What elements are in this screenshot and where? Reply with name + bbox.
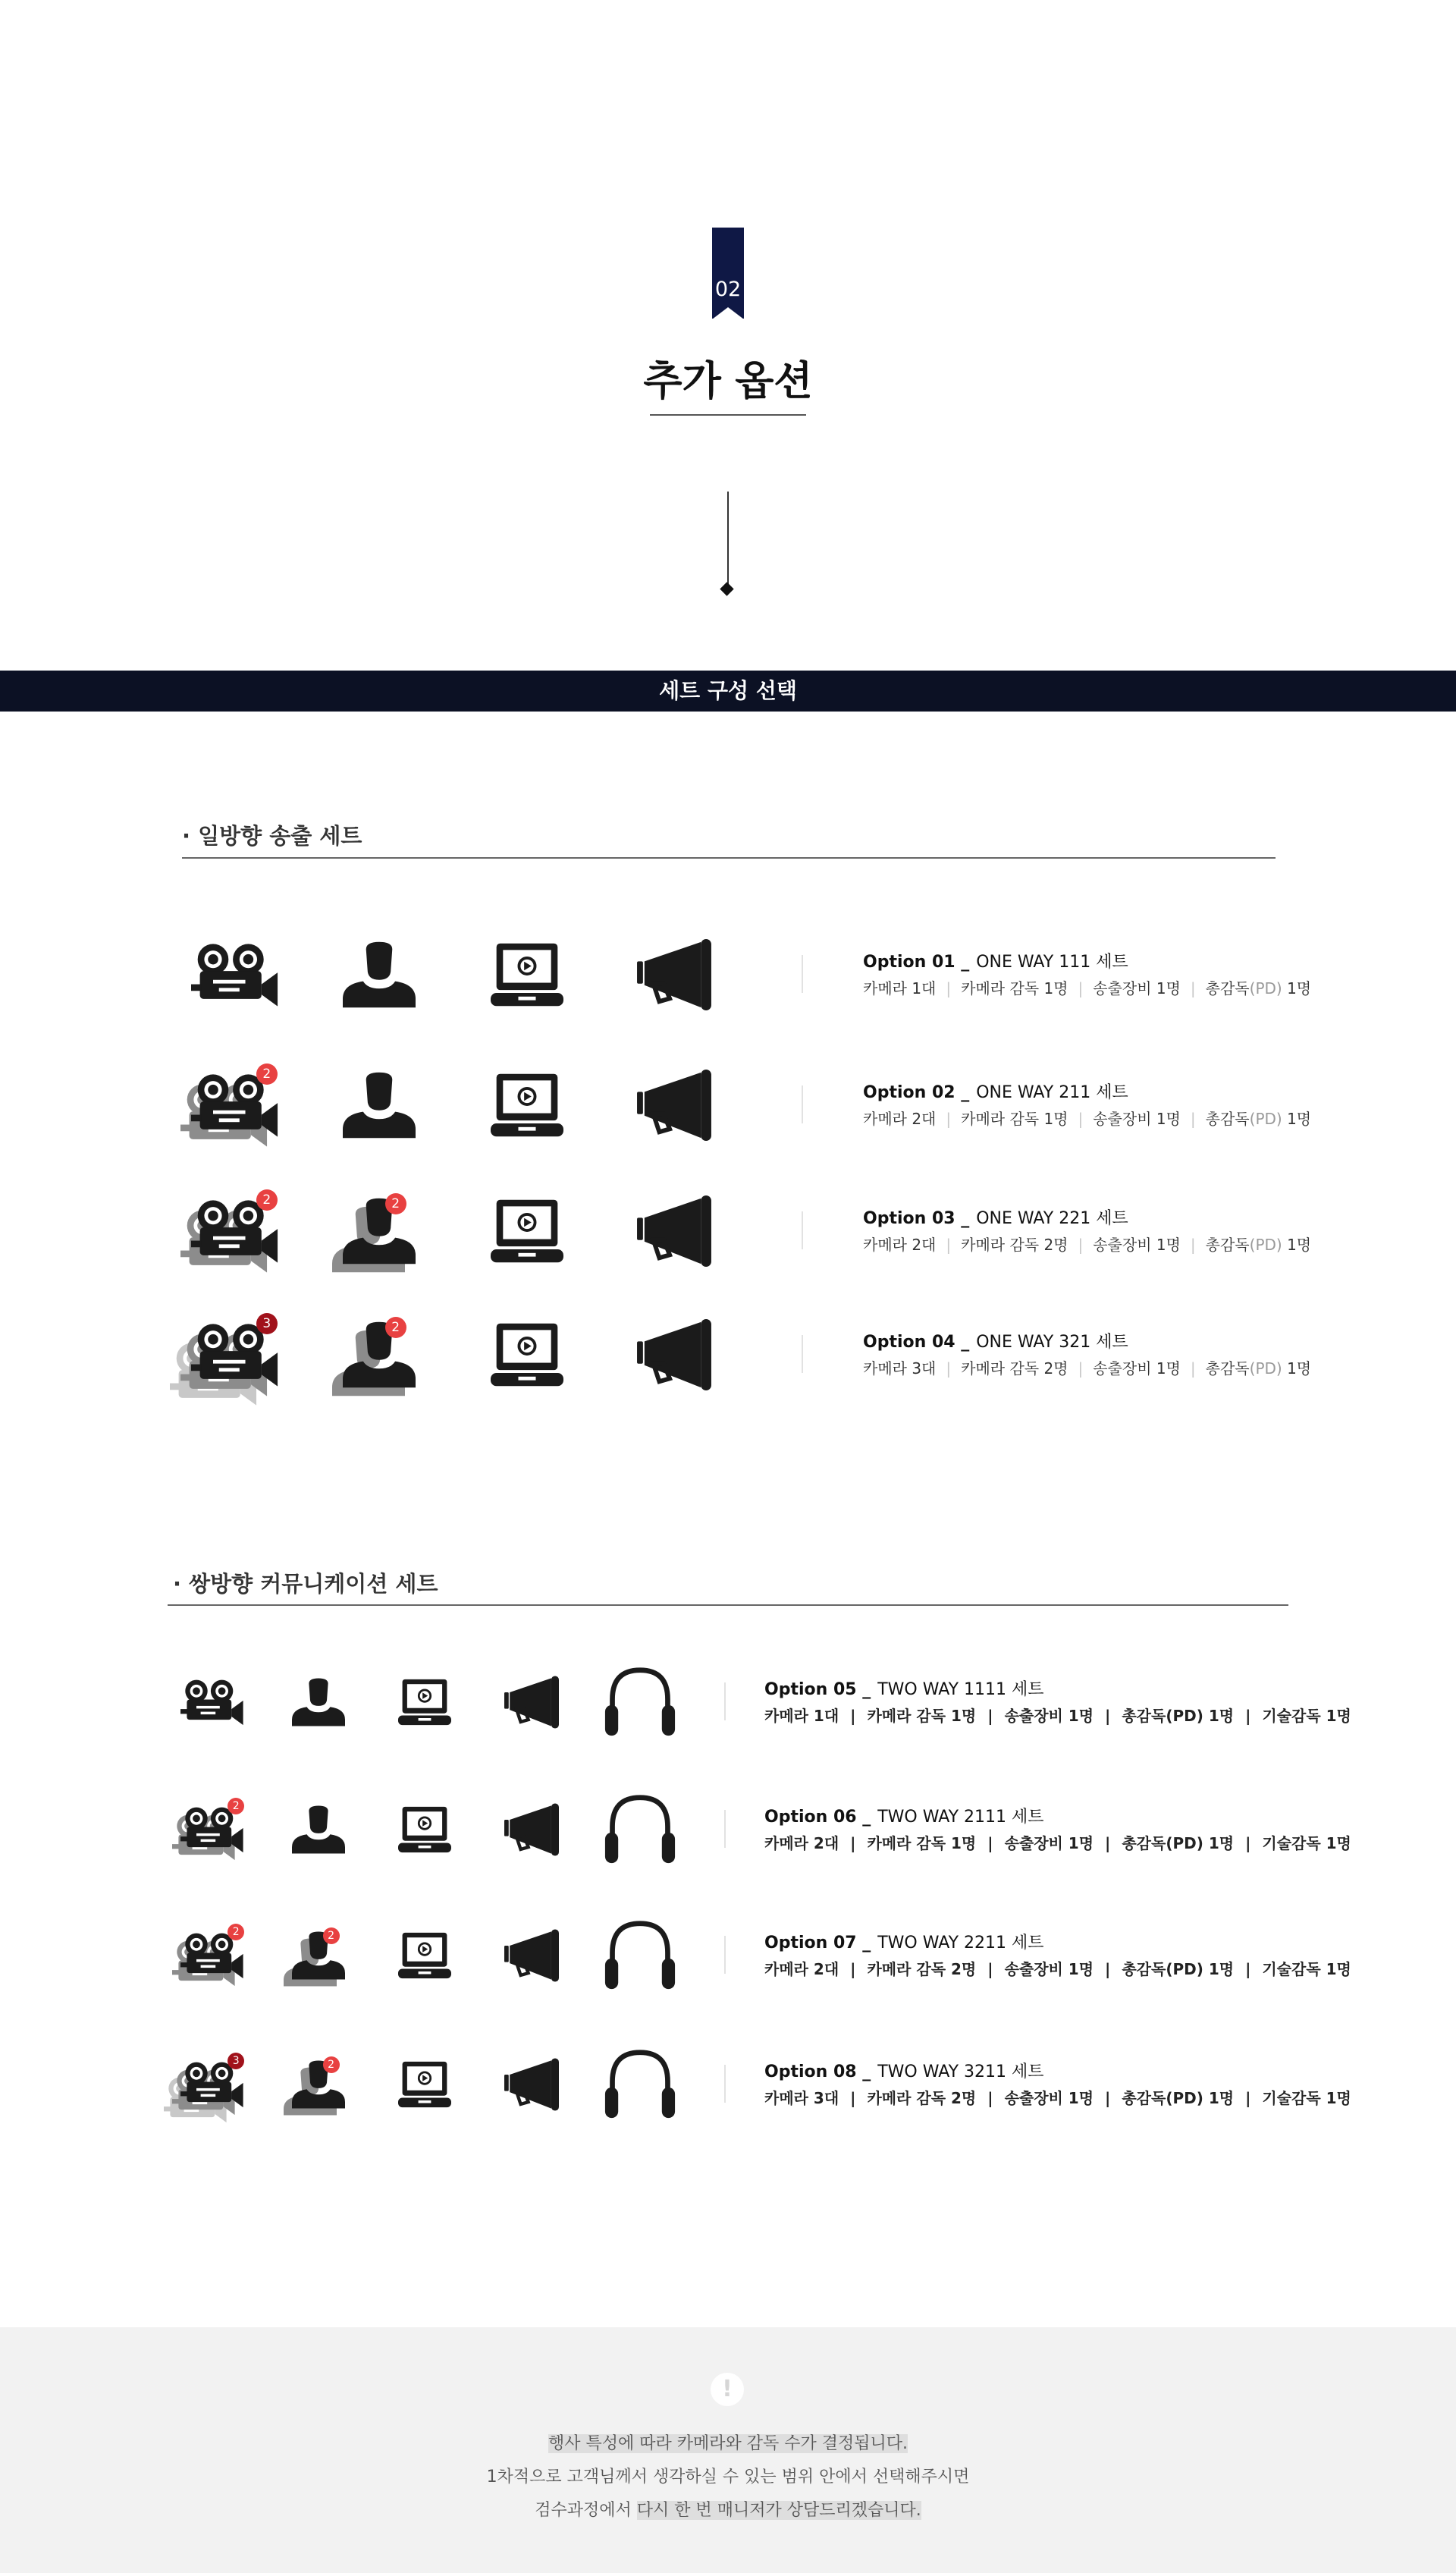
option-label: Option 07 _ — [764, 1934, 871, 1953]
option-detail-item: 기술감독 1명 — [1262, 1960, 1351, 1978]
option-name: ONE WAY 221 세트 — [976, 1209, 1128, 1228]
option-detail-item: 카메라 감독 1명 — [961, 979, 1068, 997]
separator: | — [987, 1834, 993, 1852]
row-divider — [802, 1211, 803, 1249]
separator: | — [946, 979, 952, 997]
separator: | — [1105, 1834, 1111, 1852]
option-detail-item: 1명 — [1282, 1359, 1312, 1378]
option-detail-item: 총감독 — [1205, 1110, 1250, 1128]
count-badge: 3 — [228, 2053, 244, 2069]
separator: | — [946, 1359, 952, 1378]
option-detail-item: 송출장비 1명 — [1093, 1236, 1181, 1254]
laptop-play-icon — [398, 1679, 451, 1726]
separator: | — [1245, 1834, 1251, 1852]
page-title: 추가 옵션 — [643, 358, 813, 404]
option-label: Option 06 _ — [764, 1808, 871, 1827]
option-detail-item: 카메라 감독 1명 — [961, 1110, 1068, 1128]
separator: | — [1078, 979, 1084, 997]
laptop-play-icon — [398, 1932, 451, 1979]
option-detail-item: 송출장비 1명 — [1004, 1834, 1094, 1852]
option-label: Option 05 _ — [764, 1680, 871, 1699]
option-detail-item: 송출장비 1명 — [1004, 1707, 1094, 1725]
option-detail-item: 카메라 3대 — [764, 2089, 839, 2107]
one-way-section-title: · 일방향 송출 세트 — [182, 823, 362, 849]
separator: | — [946, 1110, 952, 1128]
option-label: Option 08 _ — [764, 2062, 871, 2081]
camera-icon — [180, 1678, 244, 1726]
option-title — [764, 1804, 1044, 1827]
section-number-ribbon — [712, 228, 744, 319]
director-icon — [292, 1677, 345, 1727]
count-badge: 2 — [228, 1798, 244, 1814]
count-badge: 2 — [256, 1063, 278, 1085]
option-detail-item: 총감독(PD) 1명 — [1122, 1960, 1235, 1978]
option-details — [764, 2086, 1351, 2108]
option-title — [764, 1676, 1044, 1700]
megaphone-icon — [637, 1195, 711, 1267]
option-detail-item: 송출장비 1명 — [1093, 1110, 1181, 1128]
separator: | — [987, 1707, 993, 1725]
option-title — [863, 1329, 1128, 1352]
option-details — [863, 1356, 1311, 1378]
exclamation-icon: ! — [711, 2373, 744, 2406]
option-detail-item: 송출장비 1명 — [1093, 1359, 1181, 1378]
option-name: TWO WAY 1111 세트 — [877, 1680, 1044, 1699]
separator: | — [850, 2089, 856, 2107]
separator: | — [850, 1834, 856, 1852]
count-badge: 3 — [256, 1313, 278, 1334]
option-name: TWO WAY 2211 세트 — [877, 1934, 1044, 1953]
pd-label: (PD) — [1249, 1359, 1282, 1378]
pd-label: (PD) — [1249, 979, 1282, 997]
laptop-play-icon — [398, 2061, 451, 2108]
director-icon — [343, 1072, 416, 1139]
option-detail-item: 총감독 — [1205, 1236, 1250, 1254]
option-detail-item: 총감독(PD) 1명 — [1122, 2089, 1235, 2107]
option-name: ONE WAY 111 세트 — [976, 953, 1128, 972]
laptop-play-icon — [491, 1199, 563, 1263]
separator: | — [1105, 1707, 1111, 1725]
row-divider — [724, 2065, 726, 2103]
laptop-play-icon — [491, 943, 563, 1007]
laptop-play-icon — [491, 1323, 563, 1387]
pd-label: (PD) — [1249, 1236, 1282, 1254]
option-detail-item: 송출장비 1명 — [1093, 979, 1181, 997]
option-title — [764, 2059, 1044, 2082]
option-details — [863, 1107, 1311, 1129]
megaphone-icon — [504, 1803, 559, 1856]
megaphone-icon — [637, 939, 711, 1010]
option-detail-item: 기술감독 1명 — [1262, 2089, 1351, 2107]
option-detail-item: 카메라 1대 — [764, 1707, 839, 1725]
row-divider — [802, 1335, 803, 1373]
option-name: ONE WAY 211 세트 — [976, 1083, 1128, 1102]
option-detail-item: 총감독 — [1205, 979, 1250, 997]
option-detail-item: 총감독(PD) 1명 — [1122, 1834, 1235, 1852]
option-details — [863, 1233, 1311, 1255]
row-divider — [724, 1682, 726, 1720]
director-icon — [292, 1805, 345, 1855]
diamond-marker — [720, 582, 733, 595]
option-title — [764, 1930, 1044, 1953]
separator: | — [987, 2089, 993, 2107]
section-number: 02 — [714, 278, 742, 301]
option-detail-item: 카메라 2대 — [764, 1834, 839, 1852]
option-detail-item: 카메라 감독 1명 — [867, 1707, 977, 1725]
count-badge: 2 — [323, 1927, 340, 1944]
megaphone-icon — [504, 2058, 559, 2111]
row-divider — [724, 1810, 726, 1848]
separator: | — [1190, 1236, 1196, 1254]
option-details — [764, 1957, 1351, 1979]
option-detail-item: 1명 — [1282, 1110, 1312, 1128]
option-label: Option 03 _ — [863, 1209, 970, 1228]
separator: | — [987, 1960, 993, 1978]
option-details — [764, 1831, 1351, 1853]
option-detail-item: 1명 — [1282, 979, 1312, 997]
headphones-icon — [604, 1793, 676, 1866]
option-title — [863, 949, 1128, 972]
count-badge: 2 — [385, 1193, 406, 1214]
one-way-section-rule — [182, 857, 1276, 859]
separator: | — [1190, 1359, 1196, 1378]
megaphone-icon — [637, 1319, 711, 1390]
headphones-icon — [604, 2048, 676, 2121]
option-detail-item: 카메라 감독 2명 — [867, 1960, 977, 1978]
separator: | — [850, 1960, 856, 1978]
notice-line-1: 행사 특성에 따라 카메라와 감독 수가 결정됩니다. — [548, 2434, 908, 2453]
option-detail-item: 카메라 1대 — [863, 979, 937, 997]
count-badge: 2 — [385, 1317, 406, 1338]
count-badge: 2 — [323, 2056, 340, 2073]
count-badge: 2 — [228, 1924, 244, 1940]
option-detail-item: 카메라 3대 — [863, 1359, 937, 1378]
separator: | — [1245, 1960, 1251, 1978]
option-title — [863, 1079, 1128, 1103]
option-details — [764, 1704, 1351, 1726]
option-name: TWO WAY 2111 세트 — [877, 1808, 1044, 1827]
megaphone-icon — [504, 1676, 559, 1729]
separator: | — [946, 1236, 952, 1254]
title-underline — [650, 414, 806, 416]
option-detail-item: 기술감독 1명 — [1262, 1707, 1351, 1725]
option-label: Option 04 _ — [863, 1333, 970, 1352]
option-detail-item: 총감독(PD) 1명 — [1122, 1707, 1235, 1725]
two-way-section-title: · 쌍방향 커뮤니케이션 세트 — [173, 1571, 438, 1597]
option-detail-item: 카메라 2대 — [863, 1110, 937, 1128]
laptop-play-icon — [491, 1073, 563, 1137]
separator: | — [1245, 1707, 1251, 1725]
option-details — [863, 976, 1311, 998]
camera-icon — [191, 943, 279, 1007]
headphones-icon — [604, 1666, 676, 1739]
separator: | — [1078, 1236, 1084, 1254]
option-detail-item: 카메라 감독 1명 — [867, 1834, 977, 1852]
notice-line-2: 1차적으로 고객님께서 생각하실 수 있는 범위 안에서 선택해주시면 — [486, 2468, 970, 2487]
separator: | — [1105, 2089, 1111, 2107]
option-label: Option 02 _ — [863, 1083, 970, 1102]
separator: | — [1078, 1359, 1084, 1378]
divider-line — [727, 492, 729, 584]
count-badge: 2 — [256, 1189, 278, 1211]
option-name: TWO WAY 3211 세트 — [877, 2062, 1044, 2081]
option-detail-item: 카메라 2대 — [863, 1236, 937, 1254]
megaphone-icon — [504, 1929, 559, 1982]
option-detail-item: 카메라 감독 2명 — [961, 1359, 1068, 1378]
option-detail-item: 기술감독 1명 — [1262, 1834, 1351, 1852]
separator: | — [1105, 1960, 1111, 1978]
laptop-play-icon — [398, 1806, 451, 1853]
row-divider — [724, 1936, 726, 1974]
option-detail-item: 카메라 감독 2명 — [867, 2089, 977, 2107]
band-label: 세트 구성 선택 — [659, 678, 797, 703]
headphones-icon — [604, 1919, 676, 1992]
option-detail-item: 1명 — [1282, 1236, 1312, 1254]
separator: | — [1245, 2089, 1251, 2107]
set-selection-band — [0, 671, 1456, 712]
option-detail-item: 카메라 감독 2명 — [961, 1236, 1068, 1254]
separator: | — [850, 1707, 856, 1725]
row-divider — [802, 955, 803, 993]
option-detail-item: 카메라 2대 — [764, 1960, 839, 1978]
option-label: Option 01 _ — [863, 953, 970, 972]
option-detail-item: 총감독 — [1205, 1359, 1250, 1378]
separator: | — [1078, 1110, 1084, 1128]
separator: | — [1190, 1110, 1196, 1128]
option-title — [863, 1205, 1128, 1229]
row-divider — [802, 1085, 803, 1123]
two-way-section-rule — [168, 1604, 1288, 1606]
option-detail-item: 송출장비 1명 — [1004, 1960, 1094, 1978]
megaphone-icon — [637, 1070, 711, 1141]
pd-label: (PD) — [1249, 1110, 1282, 1128]
director-icon — [343, 941, 416, 1008]
separator: | — [1190, 979, 1196, 997]
option-name: ONE WAY 321 세트 — [976, 1333, 1128, 1352]
notice-line-3: 검수과정에서 다시 한 번 매니저가 상담드리겠습니다. — [535, 2501, 921, 2520]
option-detail-item: 송출장비 1명 — [1004, 2089, 1094, 2107]
